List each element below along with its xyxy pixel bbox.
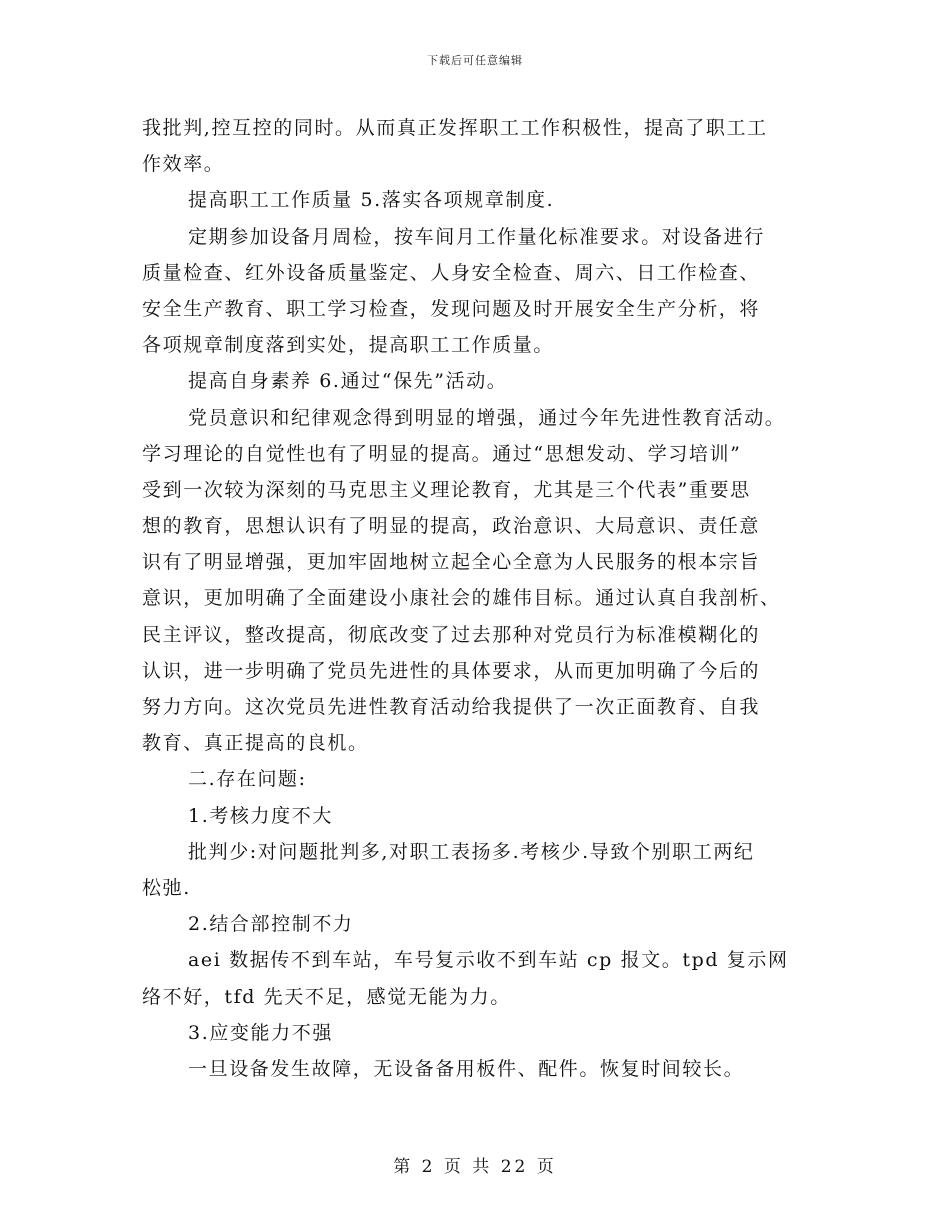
text-line: 安全生产教育、职工学习检查，发现问题及时开展安全生产分析，将 [142, 297, 761, 320]
page-number-footer: 第 2 页 共 22 页 [393, 1157, 557, 1177]
text-line: 提高自身素养 6.通过“保先”活动。 [188, 370, 508, 393]
text-line: 各项规章制度落到实处，提高职工工作质量。 [142, 334, 555, 357]
text-line: 提高职工工作质量 5.落实各项规章制度. [188, 189, 555, 212]
text-line: 络不好，tfd 先天不足，感觉无能为力。 [142, 985, 511, 1008]
text-line: 意识，更加明确了全面建设小康社会的雄伟目标。通过认真自我剖析、 [142, 587, 781, 610]
text-line: 教育、真正提高的良机。 [142, 732, 369, 755]
text-line: 我批判,控互控的同时。从而真正发挥职工工作积极性，提高了职工工 [142, 117, 768, 139]
text-line: 一旦设备发生故障，无设备备用板件、配件。恢复时间较长。 [188, 1057, 745, 1080]
subsection-heading: 1.考核力度不大 [188, 804, 333, 827]
subsection-heading: 2.结合部控制不力 [188, 913, 354, 936]
text-line: 识有了明显增强，更加牢固地树立起全心全意为人民服务的根本宗旨 [142, 551, 761, 574]
text-line: 努力方向。这次党员先进性教育活动给我提供了一次正面教育、自我 [142, 696, 761, 718]
subsection-heading: 3.应变能力不强 [188, 1021, 333, 1044]
document-body [142, 110, 822, 1087]
text-line: 民主评议，整改提高，彻底改变了过去那种对党员行为标准模糊化的 [142, 623, 761, 646]
text-line: 定期参加设备月周检，按车间月工作量化标准要求。对设备进行 [188, 225, 765, 248]
text-line: 受到一次较为深刻的马克思主义理论教育，尤其是三个代表”重要思 [142, 478, 751, 501]
text-line: 党员意识和纪律观念得到明显的增强，通过今年先进性教育活动。 [188, 406, 786, 429]
text-line: 松弛. [142, 876, 191, 899]
page-header: 下载后可任意编辑 [427, 54, 523, 67]
text-line: 想的教育，思想认识有了明显的提高，政治意识、大局意识、责任意 [142, 515, 761, 538]
text-line: 认识，进一步明确了党员先进性的具体要求，从而更加明确了今后的 [142, 659, 761, 682]
section-heading: 二.存在问题: [188, 768, 307, 791]
text-line: 批判少:对问题批判多,对职工表扬多.考核少.导致个别职工两纪 [188, 840, 755, 863]
text-line: 质量检查、红外设备质量鉴定、人身安全检查、周六、日工作检查、 [142, 261, 761, 284]
text-line: 学习理论的自觉性也有了明显的提高。通过“思想发动、学习培训” [142, 442, 742, 465]
text-line: aei 数据传不到车站，车号复示收不到车站 cp 报文。tpd 复示网 [188, 949, 789, 972]
text-line: 作效率。 [142, 153, 225, 176]
